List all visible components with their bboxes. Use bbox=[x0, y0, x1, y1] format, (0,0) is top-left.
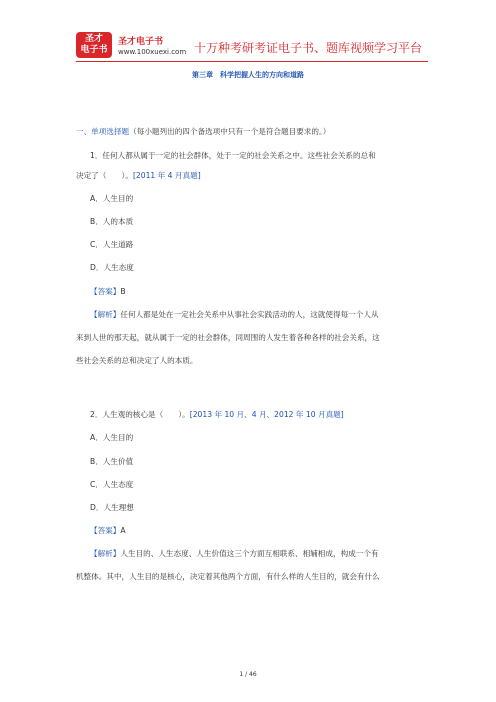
question-1-analysis-line-2: 来到人世的那天起，就从属于一定的社会群体，同周围的人发生着各种各样的社会关系，这 bbox=[76, 333, 380, 342]
section-heading-note: （每小题列出的四个备选项中只有一个是符合题目要求的。） bbox=[129, 127, 331, 136]
header-divider bbox=[76, 61, 428, 62]
analysis-text: 任何人都是处在一定社会关系中从事社会实践活动的人，这就使得每一个人从 bbox=[120, 310, 379, 319]
question-1-option-b: B．人的本质 bbox=[90, 217, 134, 226]
analysis-tag: 【解析】 bbox=[90, 549, 121, 558]
header-slogan: 十万种考研考证电子书、题库视频学习平台 bbox=[194, 41, 423, 55]
question-1-option-d: D．人生态度 bbox=[90, 263, 134, 272]
question-1-option-a: A．人生目的 bbox=[90, 194, 134, 203]
question-2-option-a: A．人生目的 bbox=[90, 433, 134, 442]
page-number: 1 / 46 bbox=[239, 671, 257, 678]
question-1-stem-end: 决定了（ ）。 bbox=[76, 171, 133, 180]
question-1-stem-cont bbox=[76, 170, 432, 181]
answer-value: A bbox=[120, 526, 126, 535]
question-1-analysis bbox=[90, 309, 446, 320]
question-1-stem: 1．任何人都从属于一定的社会群体，处于一定的社会关系之中。这些社会关系的总和 bbox=[90, 151, 376, 160]
analysis-tag: 【解析】 bbox=[90, 310, 121, 319]
page-header bbox=[0, 0, 496, 60]
brand-name: 圣才电子书 bbox=[118, 37, 164, 47]
question-2-option-b: B．人生价值 bbox=[90, 457, 134, 466]
question-2-option-d: D．人生理想 bbox=[90, 503, 134, 512]
question-2-stem bbox=[90, 409, 446, 420]
answer-tag: 【答案】 bbox=[90, 526, 121, 535]
question-1-answer bbox=[90, 286, 446, 297]
answer-tag: 【答案】 bbox=[90, 287, 121, 296]
chapter-title: 第三章 科学把握人生的方向和道路 bbox=[192, 71, 304, 79]
question-2-analysis-line-2: 机整体。其中，人生目的是核心，决定着其他两个方面，有什么样的人生目的，就会有什么 bbox=[76, 572, 380, 581]
brand-url[interactable]: www.100xuexi.com bbox=[118, 48, 187, 56]
answer-value: B bbox=[120, 287, 126, 296]
question-2-analysis bbox=[90, 548, 446, 559]
brand-logo bbox=[76, 32, 112, 58]
logo-text-bottom: 电子书 bbox=[80, 45, 108, 55]
section-heading-line bbox=[76, 126, 432, 137]
question-2-stem-text: 2．人生观的核心是（ ）。 bbox=[90, 410, 190, 419]
question-2-answer bbox=[90, 525, 446, 536]
section-heading: 一、单项选择题 bbox=[76, 127, 130, 136]
question-2-option-c: C．人生态度 bbox=[90, 480, 134, 489]
question-2-source: [2013 年 10 月、4 月、2012 年 10 月真题] bbox=[189, 410, 344, 419]
analysis-text: 人生目的、人生态度、人生价值这三个方面互相联系、相辅相成，构成一个有 bbox=[120, 549, 379, 558]
question-1-option-c: C．人生道路 bbox=[90, 240, 134, 249]
question-1-source: [2011 年 4 月真题] bbox=[132, 171, 201, 180]
question-1-analysis-line-3: 些社会关系的总和决定了人的本质。 bbox=[76, 356, 198, 365]
logo-text-top: 圣才 bbox=[84, 34, 103, 44]
